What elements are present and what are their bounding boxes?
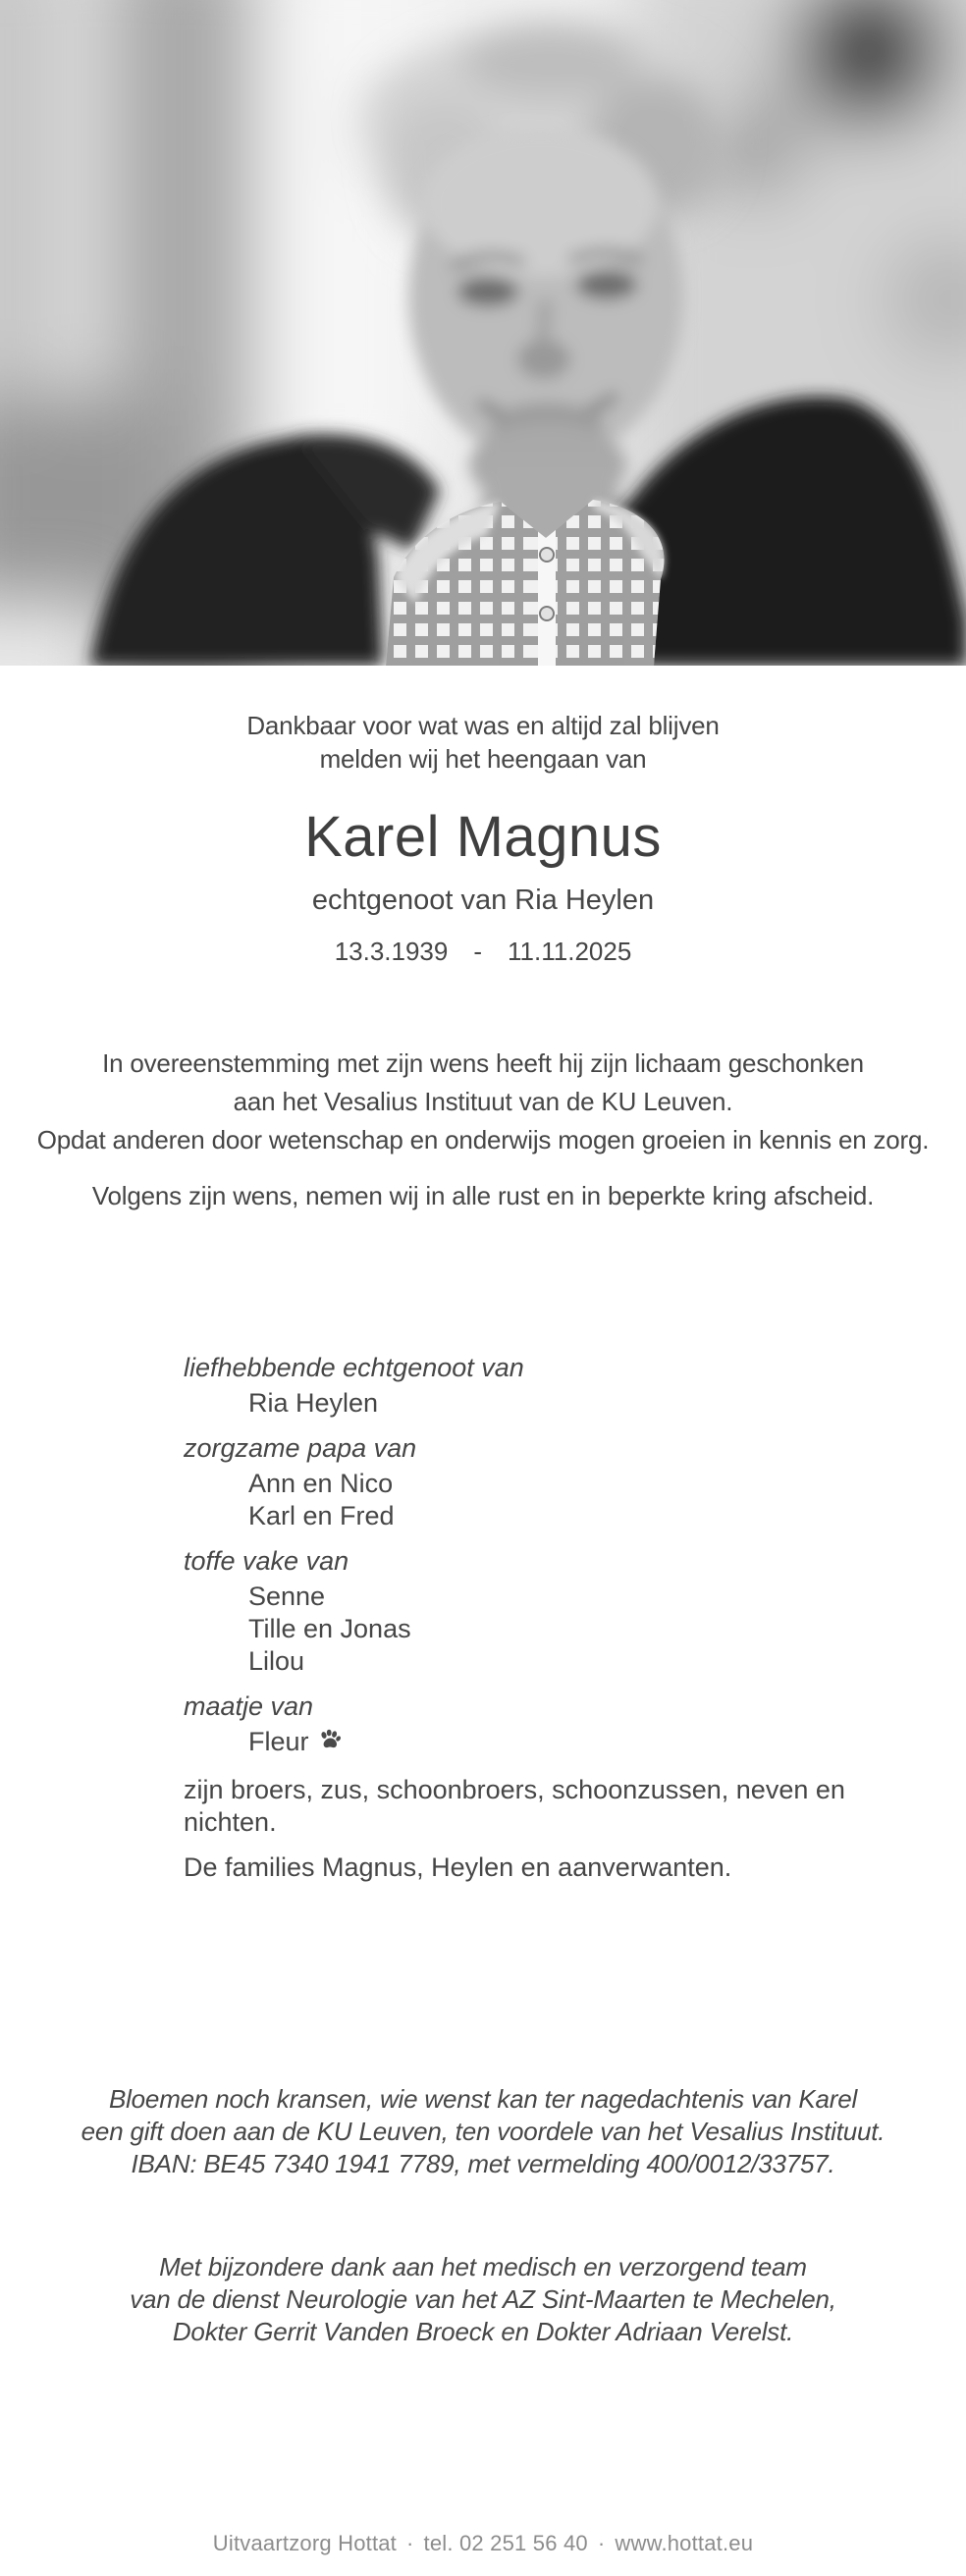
- announcement-line: aan het Vesalius Instituut van de KU Leuven.: [233, 1087, 733, 1116]
- family-group-label: toffe vake van: [184, 1546, 349, 1576]
- family-name: Karl en Fred: [248, 1501, 395, 1530]
- family-list: [184, 1352, 890, 1884]
- thanks-line: van de dienst Neurologie van het AZ Sint-Maarten te Mechelen,: [130, 2284, 836, 2314]
- family-name: Ann en Nico: [248, 1469, 394, 1498]
- funeral-home-name: Uitvaartzorg Hottat: [212, 2531, 397, 2555]
- thanks-note: [0, 2251, 966, 2348]
- family-name: Ria Heylen: [248, 1388, 379, 1418]
- birth-date: 13.3.1939: [334, 937, 449, 966]
- farewell-line: Volgens zijn wens, nemen wij in alle rust en in beperkte kring afscheid.: [91, 1181, 875, 1210]
- date-separator: -: [473, 937, 483, 966]
- announcement-line: In overeenstemming met zijn wens heeft hij zijn lichaam geschonken: [102, 1048, 864, 1078]
- family-group-pet: [184, 1690, 890, 1758]
- donation-note: [0, 2083, 966, 2180]
- family-name: Senne: [248, 1582, 326, 1611]
- intro-lines: [0, 709, 966, 776]
- family-group-grandchildren: [184, 1545, 890, 1678]
- deceased-name: Karel Magnus: [304, 805, 662, 869]
- death-date: 11.11.2025: [508, 937, 632, 966]
- footer-separator: ·: [406, 2531, 414, 2555]
- family-closing-line-1: zijn broers, zus, schoonbroers, schoonzussen, neven en nichten.: [184, 1775, 845, 1837]
- family-group-label: zorgzame papa van: [184, 1433, 417, 1463]
- family-name-row: [184, 1726, 890, 1758]
- donation-line: Bloemen noch kransen, wie wenst kan ter nagedachtenis van Karel: [108, 2084, 858, 2114]
- announcement-paragraph: [0, 1045, 966, 1159]
- family-closing-line-2: De families Magnus, Heylen en aanverwanten.: [184, 1852, 732, 1882]
- funeral-home-website: www.hottat.eu: [615, 2531, 754, 2555]
- thanks-line: Met bijzondere dank aan het medisch en verzorgend team: [159, 2252, 807, 2281]
- paw-icon: [318, 1726, 342, 1758]
- thanks-line: Dokter Gerrit Vanden Broeck en Dokter Adriaan Verelst.: [172, 2317, 794, 2346]
- portrait-photo-art: [0, 0, 966, 666]
- portrait-photo: [0, 0, 966, 666]
- family-group-label: liefhebbende echtgenoot van: [184, 1353, 524, 1382]
- intro-line-2: melden wij het heengaan van: [319, 744, 647, 774]
- family-group-label: maatje van: [184, 1691, 314, 1721]
- family-group-children: [184, 1432, 890, 1532]
- family-name: Lilou: [248, 1646, 305, 1676]
- intro-line-1: Dankbaar voor wat was en altijd zal blijven: [246, 711, 720, 740]
- funeral-home-phone: tel. 02 251 56 40: [423, 2531, 588, 2555]
- life-dates: [0, 936, 966, 967]
- funeral-home-footer: [0, 2531, 966, 2556]
- relation-line: echtgenoot van Ria Heylen: [311, 885, 655, 916]
- donation-line: IBAN: BE45 7340 1941 7789, met vermelding 400/0012/33757.: [131, 2149, 835, 2178]
- footer-separator: ·: [597, 2531, 606, 2555]
- family-name: Fleur: [248, 1727, 309, 1756]
- family-group-spouse: [184, 1352, 890, 1420]
- announcement-line: Opdat anderen door wetenschap en onderwijs mogen groeien in kennis en zorg.: [36, 1125, 930, 1154]
- family-name: Tille en Jonas: [248, 1614, 411, 1643]
- donation-line: een gift doen aan de KU Leuven, ten voordele van het Vesalius Instituut.: [80, 2117, 886, 2146]
